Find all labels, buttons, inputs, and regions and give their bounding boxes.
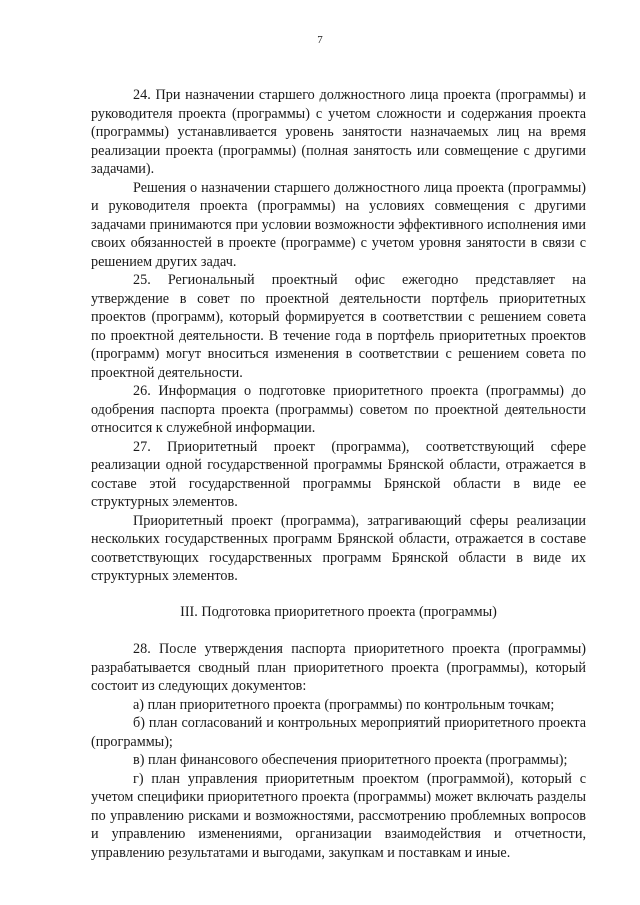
list-item-b: б) план согласований и контрольных мероприятий приоритетного проекта (программы); [91,715,586,750]
section-heading: III. Подготовка приоритетного проекта (программы) [180,603,497,620]
document-body [91,0,586,862]
page-number: 7 [317,34,323,46]
list-item-v: в) план финансового обеспечения приоритетного проекта (программы); [133,752,568,768]
paragraph-26: 26. Информация о подготовке приоритетного проекта (программы) до одобрения паспорта проекта (программы) советом по проектной деятельности относится к служебной информации. [91,383,586,436]
paragraph-28: 28. После утверждения паспорта приоритетного проекта (программы) разрабатывается сводный план приоритетного проекта (программы), который состоит из следующих документов: [91,641,586,694]
list-item-g: г) план управления приоритетным проектом (программой), который с учетом специфики приоритетного проекта (программы) может включать разделы по управлению рисками и возможностями, рассмотрению проблемных вопросов и управлению изменениями, организации взаимодействия и отчетности, управлению результатами и выгодами, закупкам и поставкам и иные. [91,770,586,861]
paragraph-27: 27. Приоритетный проект (программа), соответствующий сфере реализации одной государственной программы Брянской области, отражается в составе этой государственной программы Брянской области в виде ее структурных элементов. [91,438,586,510]
paragraph-25: 25. Региональный проектный офис ежегодно представляет на утверждение в совет по проектной деятельности портфель приоритетных проектов (программ), который формируется в соответствии с решением совета по проектной деятельности. В течение года в портфель приоритетных проектов (программ) могут вноситься изменения в соответствии с решением совета по проектной деятельности. [91,272,586,381]
paragraph-27-multiple: Приоритетный проект (программа), затрагивающий сферы реализации нескольких государственных программ Брянской области, отражается в составе соответствующих государственных программ Брянской области в виде их структурных элементов. [91,512,586,584]
paragraph-24: 24. При назначении старшего должностного лица проекта (программы) и руководителя проекта (программы) с учетом сложности и содержания проекта (программы) устанавливается уровень занятости назначаемых лиц на время реализации проекта (программы) (полная занятость или совмещение с другими задачами). [91,87,586,177]
list-item-a: а) план приоритетного проекта (программы) по контрольным точкам; [133,696,555,713]
paragraph-24-decisions: Решения о назначении старшего должностного лица проекта (программы) и руководителя проекта (программы) на условиях совмещения с другими задачами принимаются при условии возможности эффективного исполнения ими своих обязанностей в проекте (программе) с учетом уровня занятости в связи с решением других задач. [91,179,586,270]
